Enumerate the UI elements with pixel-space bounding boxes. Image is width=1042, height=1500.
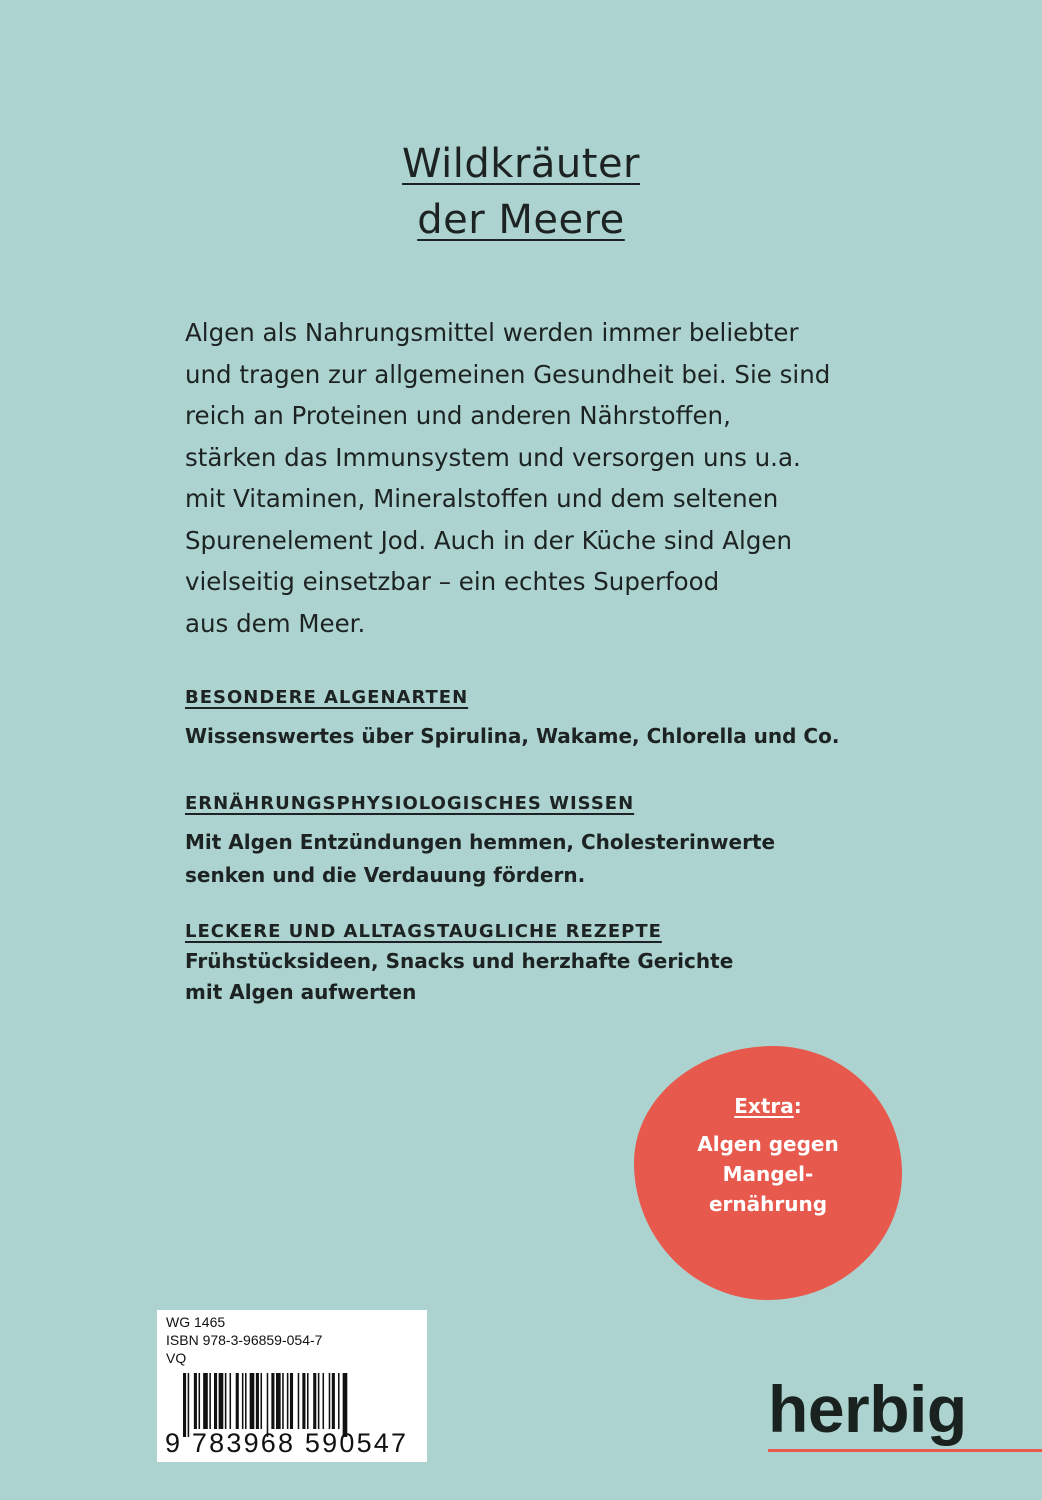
barcode-bar bbox=[318, 1373, 320, 1429]
badge-text-line: ernährung bbox=[708, 1192, 828, 1216]
intro-line: vielseitig einsetzbar – ein echtes Superfood bbox=[185, 567, 720, 596]
barcode-bar bbox=[261, 1373, 263, 1429]
barcode-bar bbox=[290, 1373, 293, 1429]
badge-text-line: Mangel- bbox=[722, 1162, 814, 1186]
intro-line: aus dem Meer. bbox=[185, 608, 366, 638]
badge-text bbox=[634, 1129, 902, 1219]
intro-line: reich an Proteinen und anderen Nährstoffen, bbox=[185, 401, 731, 430]
publisher-logo-underline bbox=[768, 1449, 1042, 1452]
isbn-barcode-label bbox=[157, 1310, 427, 1462]
intro-text bbox=[185, 312, 885, 644]
intro-line: stärken das Immunsystem und versorgen uns u.a. bbox=[185, 442, 801, 472]
barcode-vq: VQ bbox=[166, 1350, 187, 1366]
book-title bbox=[0, 136, 1042, 248]
barcode-isbn: ISBN 978-3-96859-054-7 bbox=[166, 1332, 323, 1348]
barcode-bar bbox=[282, 1373, 284, 1429]
barcode-bar bbox=[225, 1373, 227, 1429]
section-heading: BESONDERE ALGENARTEN bbox=[185, 687, 469, 708]
section-heading: ERNÄHRUNGSPHYSIOLOGISCHES WISSEN bbox=[185, 793, 635, 814]
section-text-line: Frühstücksideen, Snacks und herzhafte Gerichte bbox=[185, 949, 734, 973]
badge-extra-word: Extra bbox=[734, 1094, 794, 1118]
section-text bbox=[185, 826, 905, 892]
barcode-wg-code: WG 1465 bbox=[166, 1314, 226, 1330]
extra-badge bbox=[634, 1046, 902, 1300]
section-text-line: Wissenswertes über Spirulina, Wakame, Chlorella und Co. bbox=[185, 724, 840, 748]
section-text-line: mit Algen aufwerten bbox=[185, 980, 417, 1004]
badge-extra-label bbox=[634, 1094, 902, 1118]
barcode-bar bbox=[199, 1373, 201, 1429]
barcode-bar bbox=[236, 1373, 239, 1429]
intro-line: Algen als Nahrungsmittel werden immer beliebter bbox=[185, 318, 799, 347]
barcode-digits: 9 783968 590547 bbox=[165, 1428, 409, 1458]
barcode-bar bbox=[276, 1373, 281, 1429]
section-text-line: Mit Algen Entzündungen hemmen, Cholesterinwerte bbox=[185, 830, 776, 854]
title-line-1: Wildkräuter bbox=[402, 141, 640, 187]
section-recipes bbox=[185, 918, 905, 1008]
barcode-bar bbox=[338, 1373, 340, 1429]
intro-line: Spurenelement Jod. Auch in der Küche sind Algen bbox=[185, 525, 792, 555]
barcode-bar bbox=[287, 1373, 289, 1429]
barcode-bar bbox=[271, 1373, 274, 1429]
badge-extra-colon: : bbox=[793, 1094, 802, 1118]
section-heading: LECKERE UND ALLTAGSTAUGLICHE REZEPTE bbox=[185, 921, 662, 942]
intro-line: und tragen zur allgemeinen Gesundheit bei. Sie sind bbox=[185, 359, 831, 389]
barcode-bar bbox=[298, 1373, 300, 1429]
section-nutrition-knowledge bbox=[185, 790, 905, 892]
publisher-logo: herbig bbox=[768, 1372, 967, 1446]
intro-line: mit Vitaminen, Mineralstoffen und dem seltenen bbox=[185, 484, 779, 513]
section-algae-types bbox=[185, 684, 905, 753]
barcode-bar bbox=[194, 1373, 197, 1429]
barcode-bar bbox=[302, 1373, 305, 1429]
barcode-bar bbox=[329, 1373, 331, 1429]
barcode-bar bbox=[256, 1373, 259, 1429]
title-line-2: der Meere bbox=[417, 197, 625, 243]
barcode-bar bbox=[219, 1373, 224, 1429]
barcode-bar bbox=[250, 1373, 255, 1429]
barcode-bar bbox=[230, 1373, 232, 1429]
barcode-bar bbox=[313, 1373, 316, 1429]
section-text-line: senken und die Verdauung fördern. bbox=[185, 863, 586, 887]
barcode-bar bbox=[242, 1373, 244, 1429]
barcode-bar bbox=[209, 1373, 211, 1429]
barcode-bar bbox=[307, 1373, 309, 1429]
barcode-bar bbox=[203, 1373, 208, 1429]
section-text bbox=[185, 720, 905, 753]
barcode-bar bbox=[214, 1373, 217, 1429]
barcode-bar bbox=[332, 1373, 335, 1429]
badge-text-line: Algen gegen bbox=[697, 1132, 839, 1156]
barcode-bar bbox=[245, 1373, 247, 1429]
section-text bbox=[185, 946, 905, 1008]
barcode-bar bbox=[323, 1373, 325, 1429]
